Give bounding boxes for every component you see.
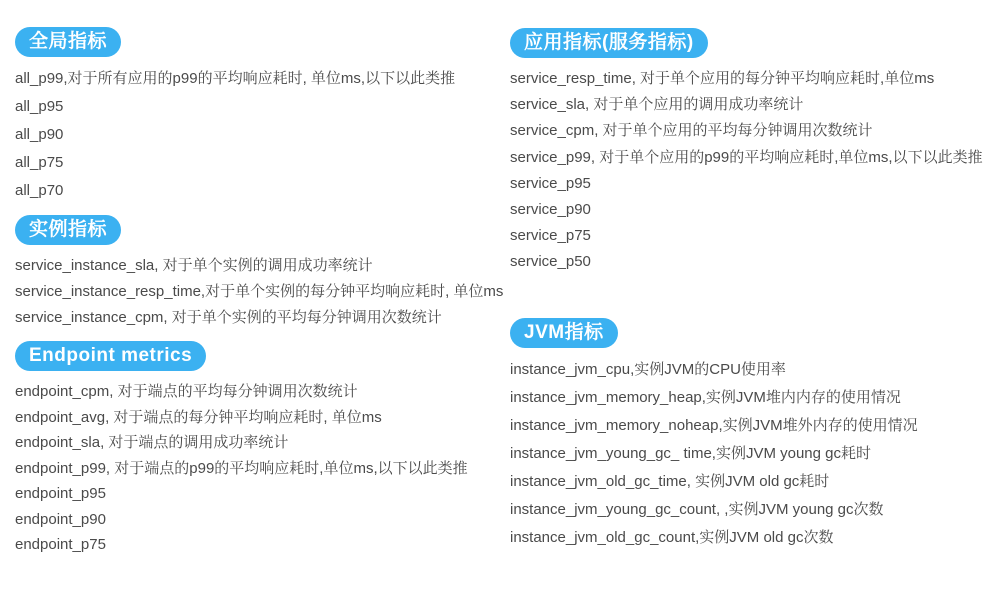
metric-line: endpoint_sla, 对于端点的调用成功率统计 (15, 434, 289, 451)
metric-line: all_p95 (15, 98, 64, 115)
jvm-metrics-badge: JVM指标 (510, 318, 618, 348)
metric-line: service_instance_sla, 对于单个实例的调用成功率统计 (15, 257, 373, 274)
metric-line: service_p95 (510, 174, 591, 192)
metric-line: instance_jvm_memory_noheap,实例JVM堆外内存的使用情况 (510, 416, 918, 434)
section-global-metrics (15, 27, 500, 205)
metric-line: all_p90 (15, 126, 64, 143)
section-service-metrics (510, 28, 995, 276)
metric-line: instance_jvm_young_gc_ time,实例JVM young gc耗时 (510, 444, 871, 462)
section-jvm-metrics (510, 318, 995, 552)
metric-line: service_resp_time, 对于单个应用的每分钟平均响应耗时,单位ms (510, 70, 935, 87)
endpoint-metrics-badge: Endpoint metrics (15, 341, 206, 371)
metric-line: all_p75 (15, 154, 64, 171)
metric-line: endpoint_cpm, 对于端点的平均每分钟调用次数统计 (15, 383, 358, 400)
metric-line: service_instance_cpm, 对于单个实例的平均每分钟调用次数统计 (15, 309, 442, 326)
metric-line: all_p99,对于所有应用的p99的平均响应耗时, 单位ms,以下以此类推 (15, 70, 456, 87)
global-metrics-badge: 全局指标 (15, 27, 121, 57)
metric-line: endpoint_p75 (15, 536, 106, 553)
metric-line: service_p99, 对于单个应用的p99的平均响应耗时,单位ms,以下以此类推 (510, 148, 983, 166)
metric-line: endpoint_p99, 对于端点的p99的平均响应耗时,单位ms,以下以此类推 (15, 459, 468, 477)
left-column (15, 27, 504, 558)
metric-line: service_p90 (510, 201, 591, 219)
metric-line: service_instance_resp_time,对于单个实例的每分钟平均响应耗时, 单位ms (15, 283, 504, 300)
jvm-metrics-list (510, 356, 995, 552)
section-endpoint-metrics (15, 341, 500, 558)
instance-metrics-badge: 实例指标 (15, 215, 121, 245)
service-metrics-list (510, 66, 995, 276)
metric-line: service_p75 (510, 227, 591, 245)
metric-line: instance_jvm_memory_heap,实例JVM堆内内存的使用情况 (510, 388, 901, 406)
metric-line: endpoint_p90 (15, 510, 106, 528)
metric-line: instance_jvm_old_gc_count,实例JVM old gc次数 (510, 528, 834, 546)
metric-line: endpoint_avg, 对于端点的每分钟平均响应耗时, 单位ms (15, 408, 382, 426)
endpoint-metrics-list (15, 379, 500, 558)
metric-line: service_sla, 对于单个应用的调用成功率统计 (510, 96, 804, 114)
global-metrics-list (15, 65, 500, 205)
section-instance-metrics (15, 215, 504, 331)
metric-line: instance_jvm_cpu,实例JVM的CPU使用率 (510, 360, 786, 378)
instance-metrics-list (15, 253, 504, 331)
metric-line: instance_jvm_young_gc_count, ,实例JVM young gc次数 (510, 500, 884, 518)
right-column (510, 28, 995, 552)
metric-line: endpoint_p95 (15, 485, 106, 502)
metric-line: all_p70 (15, 182, 64, 199)
metric-line: instance_jvm_old_gc_time, 实例JVM old gc耗时 (510, 472, 830, 490)
metric-line: service_p50 (510, 253, 591, 271)
metric-line: service_cpm, 对于单个应用的平均每分钟调用次数统计 (510, 122, 873, 140)
service-metrics-badge: 应用指标(服务指标) (510, 28, 708, 58)
